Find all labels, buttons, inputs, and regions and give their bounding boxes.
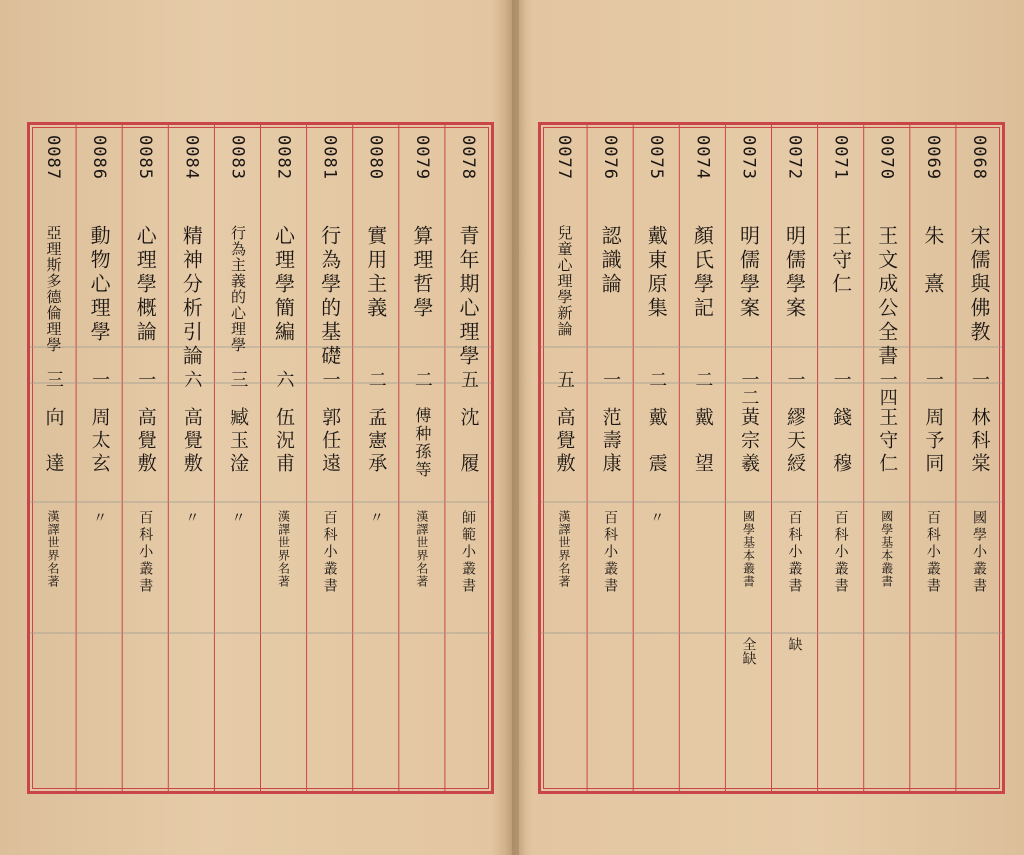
ledger-entry [587,125,633,791]
volume-count: 一 [922,370,944,388]
author-name: 周太玄 [88,407,111,476]
entry-number-cell [214,135,260,225]
series-name-cell [214,510,260,633]
author-name-cell [587,407,633,502]
remark-cell [956,637,1002,685]
remark-cell [772,637,818,685]
ledger-entry [541,125,587,791]
author-name: 孟憲承 [365,407,388,476]
entry-number: 0080 [365,135,386,180]
entry-number: 0076 [600,135,621,180]
volume-count-cell [587,370,633,400]
volume-count: 五 [457,370,479,388]
entry-number: 0072 [784,135,805,180]
volume-count: 三 [227,370,249,388]
entry-number: 0085 [135,135,156,180]
volume-count-cell [772,370,818,400]
ledger-entry [307,125,353,791]
volume-count-cell [679,370,725,400]
ledger-entry [956,125,1002,791]
entry-number-cell [541,135,587,225]
author-name: 伍況甫 [273,407,296,476]
series-name: 百科小叢書 [137,510,154,595]
entry-number-cell [864,135,910,225]
author-name-cell [956,407,1002,502]
volume-count-cell [725,370,771,406]
author-name: 周予同 [922,407,945,476]
volume-count-cell [122,370,168,400]
series-name-cell [725,510,771,633]
author-name-cell [76,407,122,502]
entry-number-cell [307,135,353,225]
book-title: 心理學簡編 [271,225,296,345]
entry-number-cell [956,135,1002,225]
series-name: 國學基本叢書 [741,510,756,588]
volume-count-cell [864,370,910,406]
book-title: 宋儒與佛教 [966,225,991,345]
book-title-cell [445,225,491,369]
author-name: 繆天綬 [784,407,807,476]
entry-number: 0073 [738,135,759,180]
volume-count: 二 [365,370,387,388]
book-title-cell [214,225,260,353]
series-name-cell [587,510,633,633]
right-page-frame [538,122,1005,794]
entry-number: 0087 [43,135,64,180]
left-page-frame [27,122,494,794]
author-name: 傅种孫等 [412,407,432,479]
series-name: 漢譯世界名著 [557,510,572,588]
volume-count-cell [956,370,1002,400]
ledger-entry [30,125,76,791]
volume-count: 二 [411,370,433,388]
author-name: 高覺敷 [180,407,203,476]
series-name: 漢譯世界名著 [46,510,61,588]
author-name-cell [772,407,818,502]
remark: 缺 [786,637,803,651]
author-name: 錢 穆 [830,407,853,476]
volume-count: 六 [273,370,295,388]
entry-number: 0081 [319,135,340,180]
series-name-cell [633,510,679,633]
entry-number: 0082 [273,135,294,180]
volume-count-cell [445,370,491,400]
author-name: 范壽康 [599,407,622,476]
volume-count: 五 [554,370,576,388]
volume-count-cell [910,370,956,400]
volume-count-cell [818,370,864,400]
book-title-cell [307,225,353,369]
book-title-cell [353,225,399,347]
entry-number: 0084 [181,135,202,180]
entry-number-cell [910,135,956,225]
author-name-cell [168,407,214,502]
ledger-entry [445,125,491,791]
volume-count-cell [261,370,307,400]
ledger-entry [633,125,679,791]
entry-number-cell [399,135,445,225]
entry-number: 0070 [876,135,897,180]
series-name: 國學小叢書 [970,510,987,595]
book-title-cell [910,225,956,347]
entry-number: 0083 [227,135,248,180]
book-title: 青年期心理學 [455,225,480,369]
remark-cell [541,637,587,685]
book-title: 顏氏學記 [690,225,715,321]
remark-cell [910,637,956,685]
author-name: 王守仁 [876,407,899,476]
entry-number-cell [76,135,122,225]
entry-number-cell [679,135,725,225]
series-name-cell [307,510,353,633]
book-title: 亞理斯多德倫理學 [44,225,63,353]
book-title: 認識論 [598,225,623,297]
entry-number-cell [261,135,307,225]
entry-number-cell [353,135,399,225]
volume-count: 一 [784,370,806,388]
series-name-cell [30,510,76,633]
volume-count-cell [353,370,399,400]
author-name-cell [864,407,910,502]
series-name: 師範小叢書 [459,510,476,595]
book-title-cell [679,225,725,347]
book-title-cell [399,225,445,347]
series-name: 〃 [183,510,200,527]
volume-count-cell [633,370,679,400]
author-name-cell [633,407,679,502]
entry-number-cell [725,135,771,225]
volume-count: 一 [135,370,157,388]
ledger-entry [261,125,307,791]
entry-number-cell [587,135,633,225]
series-name: 百科小叢書 [786,510,803,595]
author-name: 向 達 [42,407,65,476]
ledger-entry [818,125,864,791]
volume-count: 六 [181,370,203,388]
book-title-cell [587,225,633,347]
book-title-cell [261,225,307,347]
author-name: 戴 望 [691,407,714,476]
author-name: 戴 震 [645,407,668,476]
book-title-cell [725,225,771,347]
volume-count-cell [214,370,260,400]
remark-cell [864,637,910,685]
series-name-cell [910,510,956,633]
author-name-cell [725,407,771,502]
entry-number: 0074 [692,135,713,180]
author-name: 林科棠 [968,407,991,476]
entry-number: 0068 [968,135,989,180]
series-name-cell [864,510,910,633]
series-name-cell [541,510,587,633]
volume-count: 二 [646,370,668,388]
author-name-cell [122,407,168,502]
entry-number-cell [168,135,214,225]
book-title: 王文成公全書 [874,225,899,369]
series-name-cell [399,510,445,633]
volume-count-cell [307,370,353,400]
book-title: 明儒學案 [782,225,807,321]
series-name-cell [818,510,864,633]
volume-count-cell [168,370,214,400]
entry-number: 0069 [922,135,943,180]
book-title: 戴東原集 [644,225,669,321]
author-name: 高覺敷 [134,407,157,476]
entry-number: 0077 [554,135,575,180]
entry-number: 0086 [89,135,110,180]
entry-number: 0079 [411,135,432,180]
author-name-cell [353,407,399,502]
book-title-cell [30,225,76,353]
book-title-cell [122,225,168,347]
book-title: 算理哲學 [409,225,434,321]
volume-count: 一二 [738,370,760,406]
series-name-cell [445,510,491,633]
entry-number: 0071 [830,135,851,180]
author-name-cell [307,407,353,502]
series-name: 百科小叢書 [924,510,941,595]
author-name-cell [445,407,491,502]
series-name: 〃 [367,510,384,527]
book-title: 明儒學案 [736,225,761,321]
remark-cell [725,637,771,685]
ledger-entry [679,125,725,791]
series-name: 〃 [229,510,246,527]
author-name-cell [399,407,445,502]
series-name-cell [956,510,1002,633]
ledger-entry [76,125,122,791]
author-name: 臧玉淦 [226,407,249,476]
volume-count: 二 [692,370,714,388]
author-name: 高覺敷 [553,407,576,476]
ledger-entry [214,125,260,791]
author-name: 郭任遠 [319,407,342,476]
author-name-cell [818,407,864,502]
book-title-cell [76,225,122,347]
volume-count: 三 [43,370,65,388]
volume-count: 一 [89,370,111,388]
book-title-cell [633,225,679,347]
series-name-cell [679,510,725,633]
book-title-cell [864,225,910,369]
series-name: 百科小叢書 [321,510,338,595]
ledger-entry [399,125,445,791]
book-title: 精神分析引論 [179,225,204,369]
author-name: 沈 履 [457,407,480,476]
entry-number: 0078 [457,135,478,180]
series-name-cell [168,510,214,633]
author-name-cell [261,407,307,502]
series-name: 百科小叢書 [832,510,849,595]
book-title: 行為學的基礎 [317,225,342,369]
series-name: 漢譯世界名著 [276,510,291,588]
ledger-entry [772,125,818,791]
series-name: 漢譯世界名著 [414,510,429,588]
book-title: 王守仁 [828,225,853,297]
volume-count: 一 [968,370,990,388]
author-name: 黃宗羲 [737,407,760,476]
ledger-entry [168,125,214,791]
volume-count: 一 [830,370,852,388]
book-title: 朱 熹 [920,225,945,297]
series-name-cell [353,510,399,633]
volume-count-cell [541,370,587,400]
book-title-cell [541,225,587,347]
remark-cell [633,637,679,685]
entry-number-cell [445,135,491,225]
author-name-cell [541,407,587,502]
series-name: 〃 [91,510,108,527]
volume-count: 一 [600,370,622,388]
author-name-cell [910,407,956,502]
author-name-cell [214,407,260,502]
entry-number-cell [122,135,168,225]
volume-count: 一四 [876,370,898,406]
book-title: 實用主義 [363,225,388,321]
ledger-entry [910,125,956,791]
book-title: 行為主義的心理學 [228,225,247,353]
series-name: 〃 [648,510,665,527]
remark: 全缺 [740,637,757,665]
ledger-entry [864,125,910,791]
ledger-entry [122,125,168,791]
series-name: 百科小叢書 [602,510,619,595]
volume-count-cell [399,370,445,400]
series-name-cell [772,510,818,633]
remark-cell [587,637,633,685]
series-name: 國學基本叢書 [879,510,894,588]
entry-number-cell [818,135,864,225]
book-title-cell [772,225,818,347]
book-title: 兒童心理學新論 [555,225,574,337]
series-name-cell [76,510,122,633]
book-title: 心理學概論 [133,225,158,345]
gutter-shadow-right [512,0,526,855]
entry-number-cell [30,135,76,225]
entry-number: 0075 [646,135,667,180]
author-name-cell [30,407,76,502]
author-name-cell [679,407,725,502]
book-title-cell [956,225,1002,347]
remark-cell [679,637,725,685]
book-title-cell [168,225,214,369]
volume-count: 一 [319,370,341,388]
book-title: 動物心理學 [87,225,112,345]
ledger-entry [353,125,399,791]
volume-count-cell [76,370,122,400]
entry-number-cell [772,135,818,225]
entry-number-cell [633,135,679,225]
remark-cell [818,637,864,685]
volume-count-cell [30,370,76,400]
series-name-cell [122,510,168,633]
ledger-entry [725,125,771,791]
book-title-cell [818,225,864,347]
series-name-cell [261,510,307,633]
